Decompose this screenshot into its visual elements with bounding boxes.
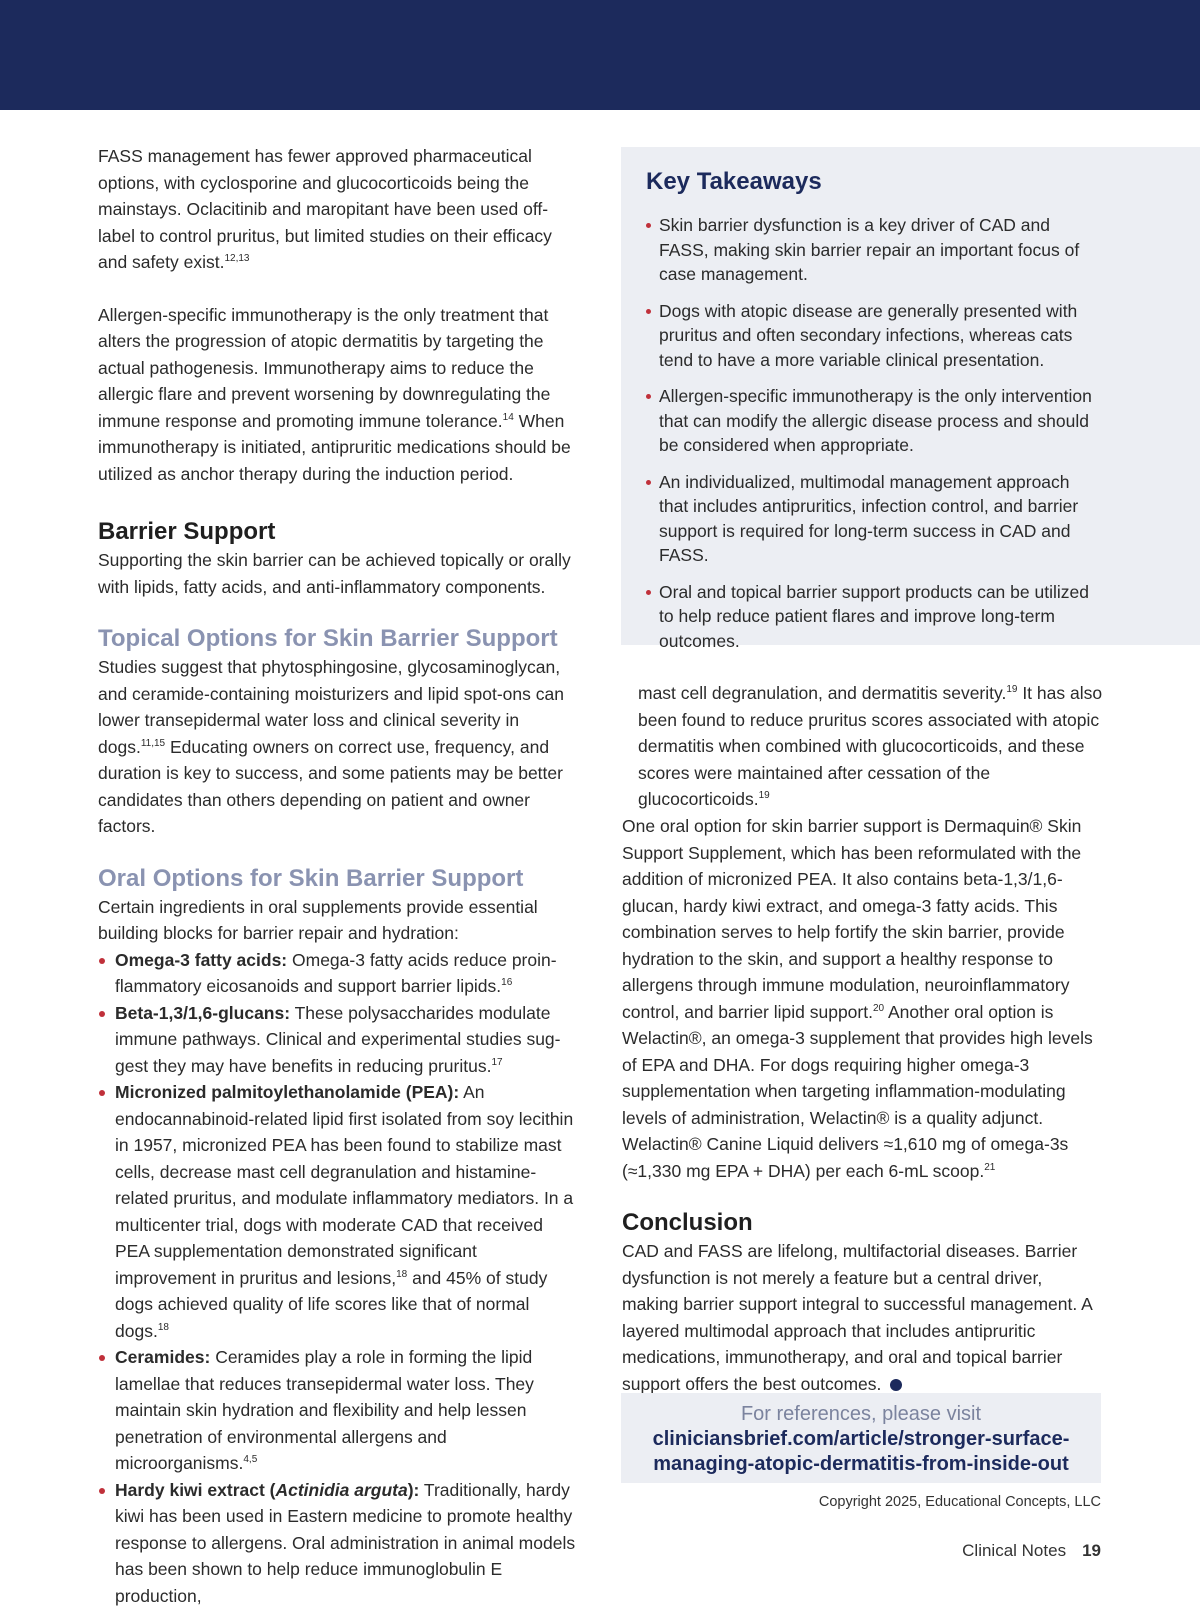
copyright-notice: Copyright 2025, Educational Concepts, LLC [819,1494,1101,1510]
list-item: Omega-3 fatty acids: Omega-3 fatty acids reduce proinflammatory eicosanoids and support barrier lipids.$^{16}$ [98,947,578,1000]
references-link[interactable]: cliniciansbrief.com/article/stronger-surface- managing-atopic-dermatitis-from-inside-out [621,1427,1101,1477]
references-intro: For references, please visit [621,1402,1101,1427]
list-item: Oral and topical barrier support products can be utilized to help reduce patient flares and improve long-term outcomes. [646,580,1101,654]
list-item: An individualized, multimodal management approach that includes antipruritics, infection control, and barrier support is required for long-term success in CAD and FASS. [646,470,1101,568]
conclusion-heading: Conclusion [622,1208,1102,1238]
conclusion-text: CAD and FASS are lifelong, multifactorial diseases. Barrier dysfunction is not merely a feature but a central driver, making barrier support integral to successful management. A layered multimodal approach that includes antipruritic medications, immunotherapy, and oral and topical barrier support offers the best outcomes. [622,1238,1102,1397]
footer-section: Clinical Notes [962,1541,1066,1560]
list-item: Beta-1,3/1,6-glucans: These polysaccharides modulate immune pathways. Clinical and experimental studies suggest they may have benefits in reducing pruritus.$^{17}$ [98,1000,578,1080]
end-mark-icon [890,1379,902,1391]
page-number: 19 [1082,1541,1101,1560]
continuation-paragraph: mast cell degranulation, and dermatitis severity.$^{19}$ It has also been found to reduce pruritus scores associated with atopic dermatitis when combined with glucocorticoids, and these scores were maintained after cessation of the glucocorticoids.$^{19}$ [638,680,1108,813]
list-item: Hardy kiwi extract (Actinidia arguta): Traditionally, hardy kiwi has been used in Eastern medicine to promote healthy response to allergens. Oral administration in animal models has been shown to help reduce immunoglobulin E production, [98,1477,578,1609]
page-footer [962,1541,1101,1561]
oral-options-intro: Certain ingredients in oral supplements provide essential building blocks for barrier repair and hydration: [98,894,578,947]
topical-options-heading: Topical Options for Skin Barrier Support [98,624,578,654]
list-item: Micronized palmitoylethanolamide (PEA): An endocannabinoid-related lipid first isolated from soy lecithin in 1957, micronized PEA has been found to stabilize mast cells, decrease mast cell degranulation and histamine-related pruritus, and modulate inflammatory mediators. In a multicenter trial, dogs with moderate CAD that received PEA supplementation demonstrated significant improvement in pruritus and lesions,$^{18}$ and 45% of study dogs achieved quality of life scores like that of normal dogs.$^{18}$ [98,1079,578,1344]
paragraph-oral-products: One oral option for skin barrier support is Dermaquin® Skin Support Supplement, which has been reformulated with the addition of micronized PEA. It also contains beta-1,3/1,6-glucan, hardy kiwi extract, and omega-3 fatty acids. This combination serves to help fortify the skin barrier, provide hydration to the skin, and support a healthy response to allergens through immune modulation, neuroinflammatory control, and barrier lipid support.$^{20}$ Another oral option is Welactin®, an omega-3 supplement that provides high levels of EPA and DHA. For dogs requiring higher omega-3 supplementation when targeting inflammation-modulating levels of administration, Welactin® is a quality adjunct. Welactin® Canine Liquid delivers ≈1,610 mg of omega-3s (≈1,330 mg EPA + DHA) per each 6-mL scoop.$^{21}$ [622,813,1102,1184]
list-item: Dogs with atopic disease are generally presented with pruritus and often secondary infections, whereas cats tend to have a more variable clinical presentation. [646,299,1101,373]
key-takeaways-list [646,213,1101,653]
paragraph-fass: FASS management has fewer approved pharmaceutical options, with cyclosporine and glucocorticoids being the mainstays. Oclacitinib and maropitant have been used off-label to control pruritus, but limited studies on their efficacy and safety exist.$^{12,13}$ [98,143,578,276]
oral-ingredients-list [98,947,578,1609]
list-item: Allergen-specific immunotherapy is the only intervention that can modify the allergic disease process and should be considered when appropriate. [646,384,1101,458]
topical-options-text: Studies suggest that phytosphingosine, glycosaminoglycan, and ceramide-containing moisturizers and lipid spot-ons can lower transepidermal water loss and clinical severity in dogs.$^{11,15}$ Educating owners on correct use, frequency, and duration is key to success, and some patients may be better candidates than others depending on patient and owner factors. [98,654,578,840]
list-item: Ceramides: Ceramides play a role in forming the lipid lamellae that reduces transepidermal water loss. They maintain skin hydration and flexibility and help lessen penetration of environmental allergens and microorganisms.$^{4,5}$ [98,1344,578,1477]
barrier-support-heading: Barrier Support [98,517,578,547]
list-item: Skin barrier dysfunction is a key driver of CAD and FASS, making skin barrier repair an important focus of case management. [646,213,1101,287]
paragraph-immunotherapy: Allergen-specific immunotherapy is the only treatment that alters the progression of atopic dermatitis by targeting the actual pathogenesis. Immunotherapy aims to reduce the allergic flare and prevent worsening by downregulating the immune response and promoting immune tolerance.$^{14}$ When immunotherapy is initiated, antipruritic medications should be utilized as anchor therapy during the induction period. [98,302,578,488]
right-column [622,813,1102,1397]
header-banner [0,0,1200,110]
key-takeaways-box [621,147,1200,645]
left-column [98,143,578,1609]
barrier-support-text: Supporting the skin barrier can be achieved topically or orally with lipids, fatty acids, and anti-inflammatory components. [98,547,578,600]
oral-options-heading: Oral Options for Skin Barrier Support [98,864,578,894]
references-box [621,1393,1101,1483]
key-takeaways-heading: Key Takeaways [646,167,1175,197]
